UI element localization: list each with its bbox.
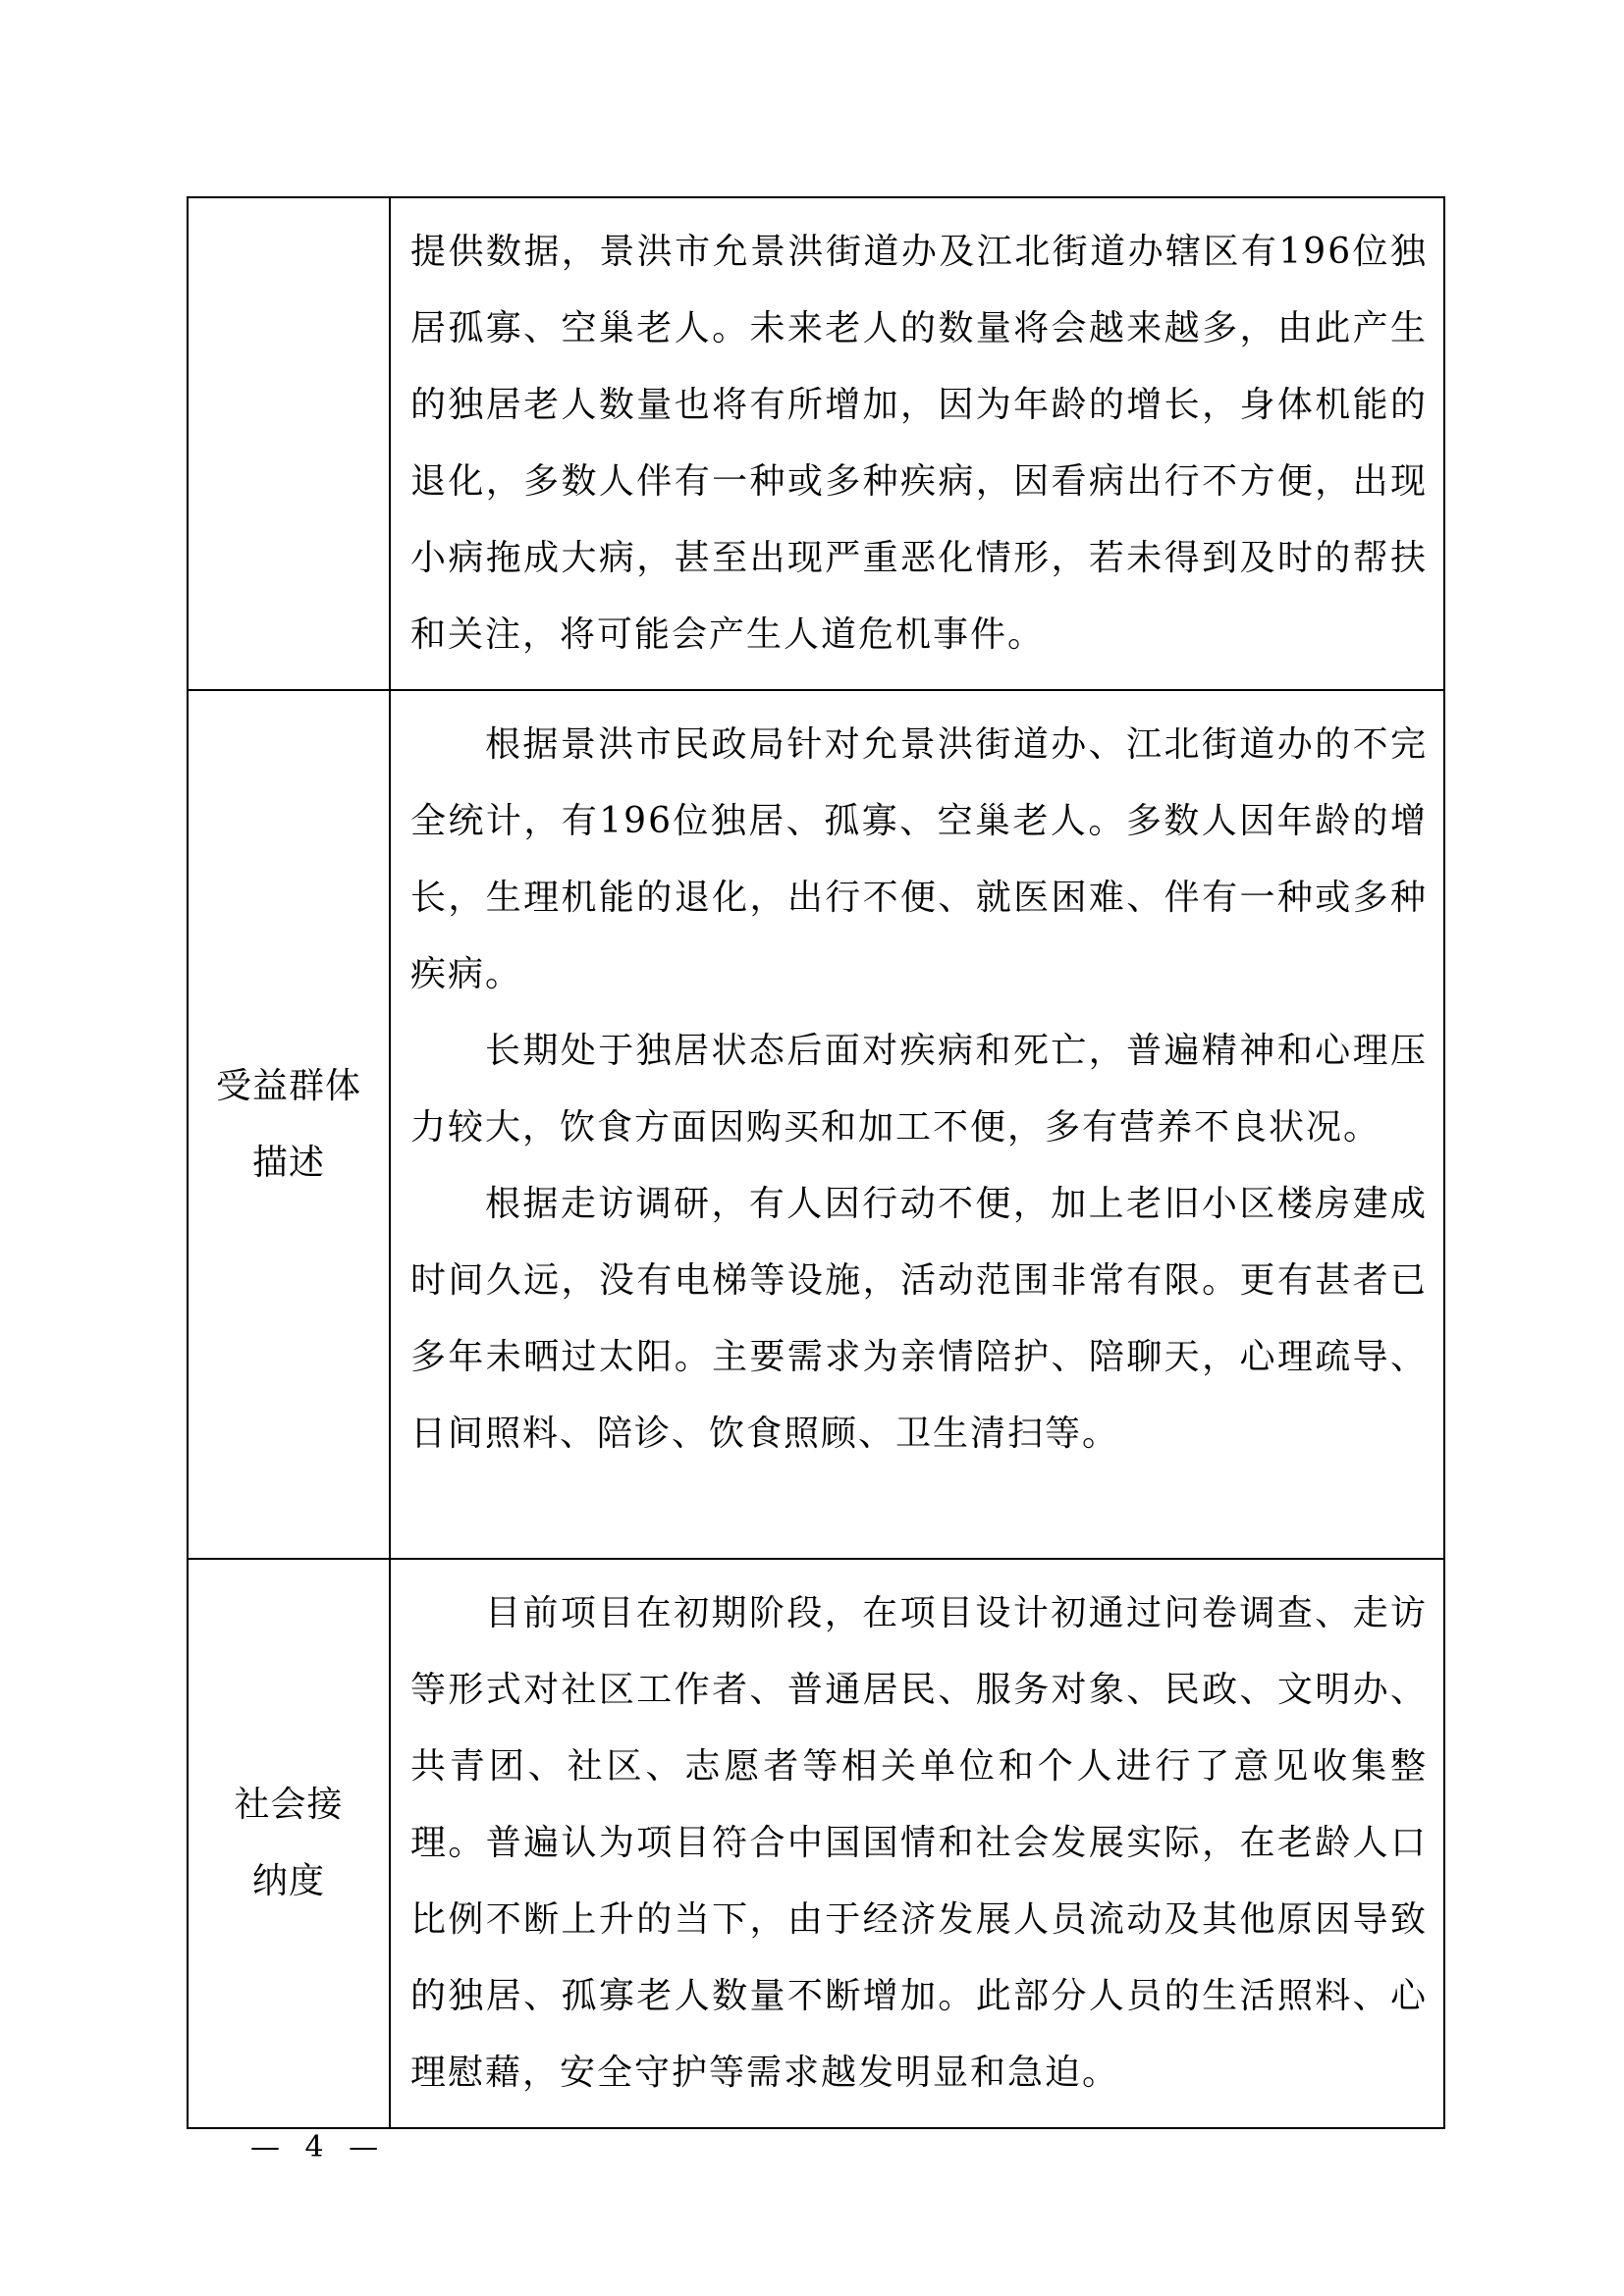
row-label-beneficiaries bbox=[188, 690, 390, 1559]
paragraph-acceptance: 目前项目在初期阶段，在项目设计初通过问卷调查、走访等形式对社区工作者、普通居民、服务对象、民政、文明办、共青团、社区、志愿者等相关单位和个人进行了意见收集整理。普遍认为项目符合中国国情和社会发展实际，在老龄人口比例不断上升的当下，由于经济发展人员流动及其他原因导致的独居、孤寡老人数量不断增加。此部分人员的生活照料、心理慰藉，安全守护等需求越发明显和急迫。 bbox=[410, 1593, 1428, 2093]
label-line-2: 纳度 bbox=[251, 1861, 325, 1901]
row-content-background bbox=[390, 197, 1444, 690]
label-line-2: 描述 bbox=[251, 1142, 325, 1183]
row-label-empty bbox=[188, 197, 390, 690]
table-row-continuation bbox=[188, 197, 1444, 690]
table-row-acceptance bbox=[188, 1559, 1444, 2128]
paragraph-beneficiaries-2: 长期处于独居状态后面对疾病和死亡，普遍精神和心理压力较大，饮食方面因购买和加工不便，多有营养不良状况。 bbox=[410, 1031, 1428, 1148]
label-line-1: 社会接 bbox=[234, 1785, 344, 1825]
page-number: — 4 — bbox=[250, 2130, 387, 2164]
row-content-acceptance bbox=[390, 1559, 1444, 2128]
label-line-1: 受益群体 bbox=[215, 1065, 361, 1106]
paragraph-background: 提供数据，景洪市允景洪街道办及江北街道办辖区有196位独居孤寡、空巢老人。未来老人的数量将会越来越多，由此产生的独居老人数量也将有所增加，因为年龄的增长，身体机能的退化，多数人伴有一种或多种疾病，因看病出行不方便，出现小病拖成大病，甚至出现严重恶化情形，若未得到及时的帮扶和关注，将可能会产生人道危机事件。 bbox=[410, 232, 1428, 655]
table-row-beneficiaries bbox=[188, 690, 1444, 1559]
content-table bbox=[187, 196, 1445, 2129]
paragraph-beneficiaries-3: 根据走访调研，有人因行动不便，加上老旧小区楼房建成时间久远，没有电梯等设施，活动范围非常有限。更有甚者已多年未晒过太阳。主要需求为亲情陪护、陪聊天，心理疏导、日间照料、陪诊、饮食照顾、卫生清扫等。 bbox=[410, 1184, 1428, 1454]
row-content-beneficiaries bbox=[390, 690, 1444, 1559]
row-label-acceptance bbox=[188, 1559, 390, 2128]
paragraph-beneficiaries-1: 根据景洪市民政局针对允景洪街道办、江北街道办的不完全统计，有196位独居、孤寡、空巢老人。多数人因年龄的增长，生理机能的退化，出行不便、就医困难、伴有一种或多种疾病。 bbox=[410, 724, 1428, 994]
